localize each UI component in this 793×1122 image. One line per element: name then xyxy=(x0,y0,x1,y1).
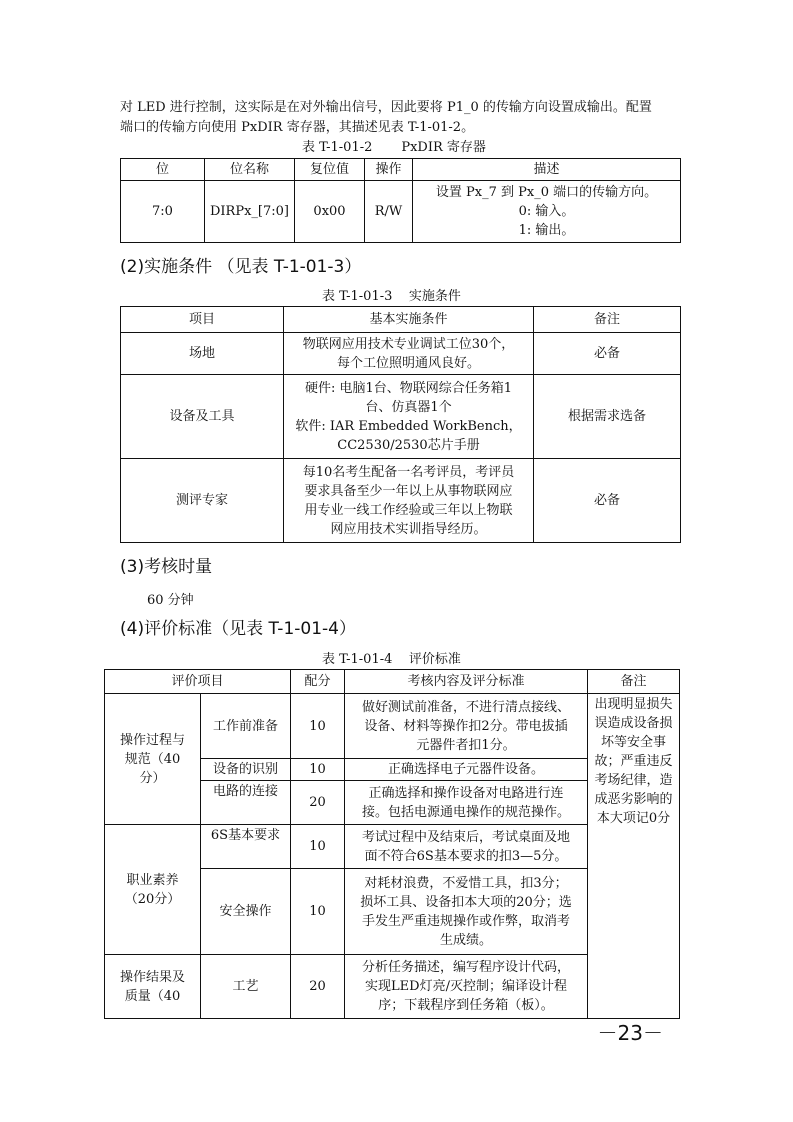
exam-time: 60 分钟 xyxy=(147,593,194,608)
conditions-table xyxy=(120,306,681,543)
criteria-cell xyxy=(345,694,588,759)
criteria-line: 接。包括电源通电操作的规范操作。 xyxy=(362,804,571,820)
item-cell: 测评专家 xyxy=(121,459,284,543)
score-cell: 10 xyxy=(291,759,345,781)
criteria-cell: 正确选择电子元器件设备。 xyxy=(345,759,588,781)
note-cell: 根据需求选备 xyxy=(534,375,681,459)
condition-line: 用专业一线工作经验或三年以上物联 xyxy=(304,502,513,518)
bit-cell: 7:0 xyxy=(121,181,205,243)
criteria-line: 设备、材料等操作扣2分。带电拔插 xyxy=(364,718,568,734)
condition-line: 网应用技术实训指导经历。 xyxy=(330,521,487,537)
item-cell: 设备及工具 xyxy=(121,375,284,459)
criteria-line: 做好测试前准备，不进行清点接线、 xyxy=(362,699,571,715)
condition-line: 台、仿真器1个 xyxy=(365,399,452,415)
op-cell: R/W xyxy=(365,181,413,243)
group-line: 职业素养 xyxy=(126,872,179,888)
name-cell: DIRPx_[7:0] xyxy=(205,181,295,243)
desc-cell xyxy=(413,181,681,243)
intro-paragraph xyxy=(120,98,680,138)
desc-line: 0: 输入。 xyxy=(518,204,575,219)
table-header: 评价项目 xyxy=(105,670,291,694)
criteria-line: 损坏工具、设备扣本大项的20分；选 xyxy=(360,894,572,910)
note-cell: 必备 xyxy=(534,333,681,375)
sub-item-cell: 工艺 xyxy=(201,955,291,1019)
reset-cell: 0x00 xyxy=(295,181,365,243)
table-header: 操作 xyxy=(365,159,413,181)
remark-line: 出现明显损失 xyxy=(594,697,673,712)
page-number: －23－ xyxy=(597,1021,663,1045)
group-line: （20分） xyxy=(124,891,181,907)
table-header: 考核内容及评分标准 xyxy=(345,670,588,694)
condition-line: 每10名考生配备一名考评员，考评员 xyxy=(302,464,515,480)
section-heading: (3)考核时量 xyxy=(120,557,213,577)
criteria-cell xyxy=(345,869,588,955)
sub-item-cell: 安全操作 xyxy=(201,869,291,955)
criteria-line: 生成绩。 xyxy=(440,932,493,948)
table-row xyxy=(121,459,681,543)
pxdir-register-table xyxy=(120,158,681,243)
criteria-line: 元器件者扣1分。 xyxy=(416,737,516,753)
remark-line: 成恶劣影响的 xyxy=(594,792,673,807)
group-line: 操作结果及 xyxy=(119,969,185,985)
criteria-cell xyxy=(345,825,588,869)
remark-line: 坏等安全事 xyxy=(601,735,667,750)
sub-item-cell: 工作前准备 xyxy=(201,694,291,759)
condition-line: 每个工位照明通风良好。 xyxy=(336,355,480,371)
table-header: 配分 xyxy=(291,670,345,694)
desc-line: 1: 输出。 xyxy=(518,223,575,238)
group-cell xyxy=(105,955,201,1019)
table4-caption: 表 T-1-01-4 评价标准 xyxy=(322,652,461,667)
condition-line: 硬件: 电脑1台、物联网综合任务箱1 xyxy=(304,380,513,396)
sub-item-cell: 6S基本要求 xyxy=(201,825,291,869)
intro-line: 对 LED 进行控制，这实际是在对外输出信号，因此要将 P1_0 的传输方向设置成输出。配置 xyxy=(120,100,652,115)
remark-line: 误造成设备损 xyxy=(594,716,673,731)
note-cell: 必备 xyxy=(534,459,681,543)
condition-cell xyxy=(284,375,534,459)
score-cell: 10 xyxy=(291,694,345,759)
criteria-line: 分析任务描述，编写程序设计代码， xyxy=(362,960,571,975)
condition-cell xyxy=(284,333,534,375)
remark-line: 本大项记0分 xyxy=(596,811,671,826)
criteria-cell xyxy=(345,955,588,1019)
sub-item-cell: 电路的连接 xyxy=(201,781,291,825)
condition-line: 软件: IAR Embedded WorkBench， xyxy=(295,418,522,434)
table-header: 位名称 xyxy=(205,159,295,181)
table-header: 复位值 xyxy=(295,159,365,181)
table-header: 描述 xyxy=(413,159,681,181)
group-cell xyxy=(105,694,201,825)
sub-item-cell: 设备的识别 xyxy=(201,759,291,781)
score-cell: 10 xyxy=(291,825,345,869)
table-header: 项目 xyxy=(121,307,284,333)
table-header: 位 xyxy=(121,159,205,181)
table2-caption: 表 T-1-01-2 PxDIR 寄存器 xyxy=(302,140,486,155)
remark-line: 故；严重违反 xyxy=(594,754,673,769)
intro-line: 端口的传输方向使用 PxDIR 寄存器，其描述见表 T-1-01-2。 xyxy=(120,120,475,135)
evaluation-table xyxy=(104,669,680,1019)
table-header: 基本实施条件 xyxy=(284,307,534,333)
remark-line: 考场纪律，造 xyxy=(594,773,673,788)
criteria-line: 序；下载程序到任务箱（板）。 xyxy=(378,998,554,1013)
condition-line: 要求具备至少一年以上从事物联网应 xyxy=(304,483,513,499)
condition-line: 物联网应用技术专业调试工位30个， xyxy=(302,336,515,352)
table-row xyxy=(121,181,681,243)
group-cell xyxy=(105,825,201,955)
group-line: 操作过程与 xyxy=(119,732,185,748)
criteria-line: 面不符合6S基本要求的扣3—5分。 xyxy=(364,848,568,864)
score-cell: 20 xyxy=(291,955,345,1019)
remark-cell xyxy=(588,694,680,1019)
group-line: 质量（40 xyxy=(124,988,181,1004)
table-header: 备注 xyxy=(534,307,681,333)
criteria-line: 考试过程中及结束后，考试桌面及地 xyxy=(362,829,571,845)
criteria-line: 对耗材浪费，不爱惜工具，扣3分； xyxy=(364,875,568,891)
condition-cell xyxy=(284,459,534,543)
score-cell: 10 xyxy=(291,869,345,955)
group-line: 规范（40 xyxy=(124,751,181,767)
table-header: 备注 xyxy=(588,670,680,694)
table-row xyxy=(121,333,681,375)
desc-line: 设置 Px_7 到 Px_0 端口的传输方向。 xyxy=(435,185,658,200)
item-cell: 场地 xyxy=(121,333,284,375)
table-row xyxy=(105,694,680,759)
criteria-line: 正确选择和操作设备对电路进行连 xyxy=(368,785,564,801)
section-heading: (4)评价标准（见表 T-1-01-4） xyxy=(120,619,356,639)
criteria-line: 实现LED灯亮/灭控制；编译设计程 xyxy=(365,979,567,994)
criteria-line: 手发生严重违规操作或作弊，取消考 xyxy=(362,913,571,929)
score-cell: 20 xyxy=(291,781,345,825)
group-line: 分） xyxy=(139,770,166,786)
section-heading: (2)实施条件 （见表 T-1-01-3） xyxy=(120,257,362,277)
criteria-cell xyxy=(345,781,588,825)
table-row xyxy=(121,375,681,459)
condition-line: CC2530/2530芯片手册 xyxy=(337,437,480,453)
table3-caption: 表 T-1-01-3 实施条件 xyxy=(322,289,461,304)
